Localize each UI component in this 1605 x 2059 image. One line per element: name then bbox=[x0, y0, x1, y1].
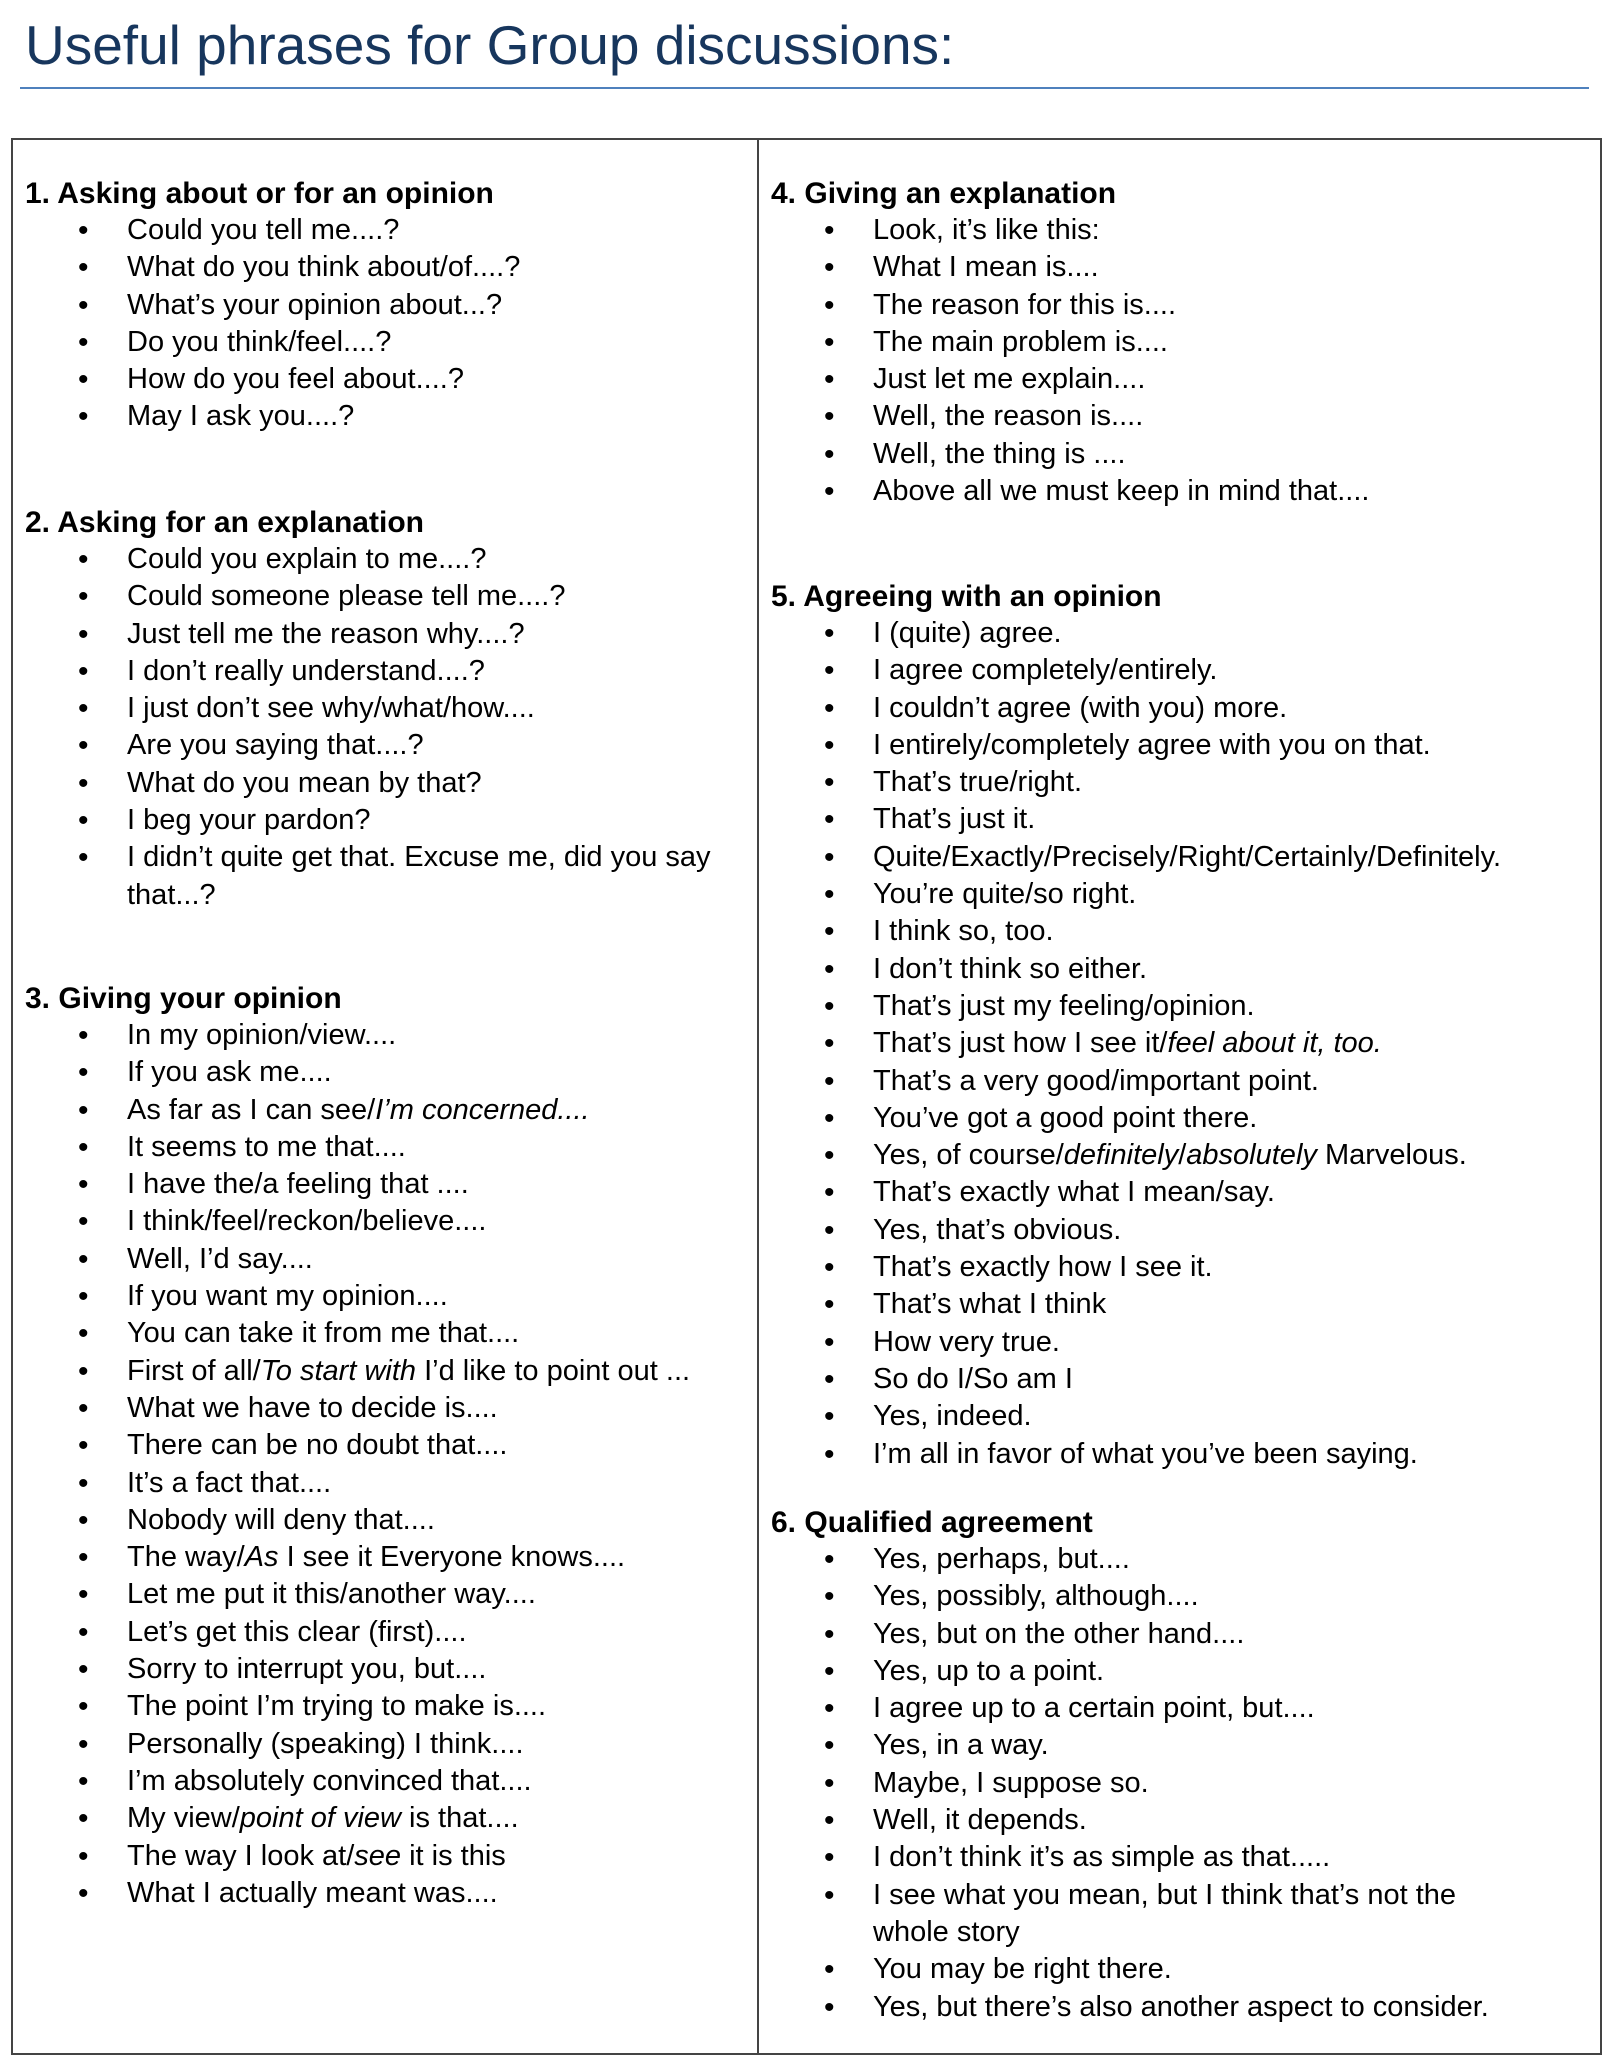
phrase-item bbox=[13, 1054, 748, 1091]
phrase-item bbox=[759, 1436, 1494, 1473]
phrase-item bbox=[759, 1324, 1494, 1361]
phrase-item bbox=[759, 988, 1494, 1025]
phrase-text: I don’t think so either. bbox=[873, 952, 1148, 985]
phrase-item bbox=[13, 1875, 748, 1912]
phrase-item bbox=[759, 1212, 1494, 1249]
phrase-text: I agree completely/entirely. bbox=[873, 654, 1218, 687]
phrase-text: Nobody will deny that.... bbox=[127, 1503, 435, 1536]
phrase-item bbox=[759, 324, 1494, 361]
phrase-text: That’s just how I see it/feel about it, too. bbox=[873, 1027, 1382, 1060]
phrase-text: I beg your pardon? bbox=[127, 804, 371, 837]
phrase-item bbox=[759, 1690, 1494, 1727]
phrase-text: Let me put it this/another way.... bbox=[127, 1578, 536, 1611]
phrase-text: I’m all in favor of what you’ve been saying. bbox=[873, 1437, 1418, 1470]
phrase-item bbox=[759, 1765, 1494, 1802]
phrase-item bbox=[759, 1361, 1494, 1398]
phrase-item bbox=[759, 1653, 1494, 1690]
phrase-text: Could someone please tell me....? bbox=[127, 580, 566, 613]
phrase-list bbox=[13, 1017, 748, 1912]
phrase-text: My view/point of view is that.... bbox=[127, 1802, 519, 1835]
phrase-text: That’s what I think bbox=[873, 1288, 1107, 1321]
phrase-text: Above all we must keep in mind that.... bbox=[873, 475, 1370, 508]
phrase-text: So do I/So am I bbox=[873, 1362, 1073, 1395]
phrase-item bbox=[759, 361, 1494, 398]
phrase-text: You may be right there. bbox=[873, 1953, 1172, 1986]
phrase-item bbox=[13, 361, 748, 398]
phrase-text: That’s just it. bbox=[873, 803, 1036, 836]
phrase-text: You can take it from me that.... bbox=[127, 1317, 520, 1350]
phrase-text: That’s just my feeling/opinion. bbox=[873, 989, 1255, 1022]
phrase-item bbox=[13, 1576, 748, 1613]
phrase-item bbox=[13, 1614, 748, 1651]
phrase-text: Yes, up to a point. bbox=[873, 1654, 1105, 1687]
phrase-text: Quite/Exactly/Precisely/Right/Certainly/Definitely. bbox=[873, 840, 1502, 873]
phrase-text: Sorry to interrupt you, but.... bbox=[127, 1653, 487, 1686]
phrase-text: You’ve got a good point there. bbox=[873, 1101, 1258, 1134]
page-title: Useful phrases for Group discussions: bbox=[25, 14, 955, 76]
phrase-item bbox=[759, 690, 1494, 727]
phrase-text: I don’t really understand....? bbox=[127, 654, 485, 687]
phrase-item bbox=[759, 249, 1494, 286]
phrase-text: May I ask you....? bbox=[127, 400, 355, 433]
phrase-text: It seems to me that.... bbox=[127, 1130, 406, 1163]
phrase-item bbox=[13, 1315, 748, 1352]
phrase-text: That’s a very good/important point. bbox=[873, 1064, 1319, 1097]
phrase-item bbox=[13, 398, 748, 435]
phrase-item bbox=[13, 839, 748, 914]
phrase-item bbox=[759, 1541, 1494, 1578]
phrase-text: Well, I’d say.... bbox=[127, 1242, 313, 1275]
phrase-text: Yes, indeed. bbox=[873, 1400, 1032, 1433]
phrase-item bbox=[13, 1203, 748, 1240]
phrase-text: As far as I can see/I’m concerned.... bbox=[127, 1093, 590, 1126]
phrase-text: I’m absolutely convinced that.... bbox=[127, 1764, 532, 1797]
phrase-item bbox=[759, 1286, 1494, 1323]
phrase-list bbox=[13, 541, 748, 914]
phrase-item bbox=[13, 1800, 748, 1837]
phrase-text: I entirely/completely agree with you on that. bbox=[873, 728, 1431, 761]
phrase-text: That’s exactly what I mean/say. bbox=[873, 1176, 1275, 1209]
phrase-item bbox=[759, 1174, 1494, 1211]
phrase-text: What do you mean by that? bbox=[127, 766, 482, 799]
phrase-text: Yes, in a way. bbox=[873, 1729, 1049, 1762]
phrase-item bbox=[13, 1092, 748, 1129]
phrase-item bbox=[759, 615, 1494, 652]
phrase-item bbox=[759, 1137, 1494, 1174]
phrase-text: How very true. bbox=[873, 1325, 1060, 1358]
phrase-text: First of all/To start with I’d like to point out ... bbox=[127, 1354, 691, 1387]
phrase-text: I have the/a feeling that .... bbox=[127, 1168, 469, 1201]
phrase-text: That’s true/right. bbox=[873, 766, 1083, 799]
phrase-text: There can be no doubt that.... bbox=[127, 1429, 508, 1462]
phrase-item bbox=[13, 1465, 748, 1502]
phrase-text: Well, the thing is .... bbox=[873, 437, 1126, 470]
phrase-item bbox=[759, 1989, 1494, 2026]
phrase-item bbox=[759, 1839, 1494, 1876]
phrase-text: I didn’t quite get that. Excuse me, did you say that...? bbox=[127, 841, 719, 911]
phrase-item bbox=[759, 913, 1494, 950]
phrase-text: Just tell me the reason why....? bbox=[127, 617, 525, 650]
phrase-text: Just let me explain.... bbox=[873, 363, 1146, 396]
phrase-item bbox=[13, 578, 748, 615]
phrase-text: Yes, of course/definitely/absolutely Marvelous. bbox=[873, 1139, 1467, 1172]
phrase-item bbox=[13, 1838, 748, 1875]
phrase-item bbox=[759, 1100, 1494, 1137]
phrase-item bbox=[759, 876, 1494, 913]
phrase-text: How do you feel about....? bbox=[127, 363, 464, 396]
phrase-item bbox=[759, 1616, 1494, 1653]
phrase-text: Well, it depends. bbox=[873, 1804, 1087, 1837]
phrase-item bbox=[13, 765, 748, 802]
phrase-text: If you ask me.... bbox=[127, 1056, 332, 1089]
phrase-item bbox=[759, 1578, 1494, 1615]
phrase-item bbox=[13, 1241, 748, 1278]
phrase-item bbox=[759, 287, 1494, 324]
phrase-text: Could you explain to me....? bbox=[127, 543, 487, 575]
phrase-item bbox=[13, 1427, 748, 1464]
phrase-text: If you want my opinion.... bbox=[127, 1280, 448, 1313]
phrase-item bbox=[759, 436, 1494, 473]
phrase-text: Could you tell me....? bbox=[127, 214, 400, 246]
phrase-item bbox=[13, 1726, 748, 1763]
phrases-table bbox=[11, 138, 1602, 2055]
phrase-list bbox=[759, 615, 1502, 1473]
phrase-text: The way/As I see it Everyone knows.... bbox=[127, 1541, 626, 1574]
phrase-item bbox=[759, 1877, 1494, 1952]
phrase-text: What we have to decide is.... bbox=[127, 1391, 498, 1424]
phrase-item bbox=[759, 1063, 1494, 1100]
phrase-item bbox=[13, 1129, 748, 1166]
phrase-text: Maybe, I suppose so. bbox=[873, 1766, 1149, 1799]
phrase-item bbox=[13, 1390, 748, 1427]
phrase-text: I just don’t see why/what/how.... bbox=[127, 692, 535, 725]
phrase-text: Yes, possibly, although.... bbox=[873, 1580, 1199, 1613]
phrase-item bbox=[759, 398, 1494, 435]
phrase-item bbox=[759, 839, 1502, 876]
phrase-text: What I actually meant was.... bbox=[127, 1876, 498, 1909]
phrase-text: Are you saying that....? bbox=[127, 729, 424, 762]
phrase-item bbox=[759, 764, 1494, 801]
phrase-text: I agree up to a certain point, but.... bbox=[873, 1692, 1315, 1725]
phrase-item bbox=[759, 1951, 1494, 1988]
phrase-text: The main problem is.... bbox=[873, 325, 1168, 358]
phrase-item bbox=[13, 1688, 748, 1725]
phrase-text: The way I look at/see it is this bbox=[127, 1839, 506, 1872]
phrase-item bbox=[13, 249, 748, 286]
phrase-item bbox=[13, 287, 748, 324]
phrase-item bbox=[759, 1025, 1494, 1062]
phrase-text: Yes, that’s obvious. bbox=[873, 1213, 1122, 1246]
phrase-text: That’s exactly how I see it. bbox=[873, 1251, 1213, 1284]
phrase-text: What’s your opinion about...? bbox=[127, 288, 503, 321]
phrase-text: What I mean is.... bbox=[873, 251, 1099, 284]
phrase-list bbox=[759, 1541, 1494, 2026]
phrase-item bbox=[759, 1249, 1494, 1286]
phrase-list bbox=[759, 212, 1494, 510]
phrase-text: I see what you mean, but I think that’s not the whole story bbox=[873, 1878, 1465, 1948]
phrase-list bbox=[13, 212, 748, 436]
phrase-item bbox=[759, 801, 1494, 838]
phrase-text: It’s a fact that.... bbox=[127, 1466, 332, 1499]
phrase-item bbox=[13, 1353, 748, 1390]
phrase-text: In my opinion/view.... bbox=[127, 1019, 397, 1051]
phrase-item bbox=[13, 1278, 748, 1315]
phrase-text: I (quite) agree. bbox=[873, 617, 1062, 649]
phrase-item bbox=[13, 690, 748, 727]
phrase-item bbox=[13, 616, 748, 653]
phrase-item bbox=[759, 652, 1494, 689]
phrase-text: The point I’m trying to make is.... bbox=[127, 1690, 547, 1723]
section-heading: 1. Asking about or for an opinion bbox=[25, 177, 494, 210]
phrase-text: I couldn’t agree (with you) more. bbox=[873, 691, 1288, 724]
phrase-item bbox=[13, 1502, 748, 1539]
phrase-text: Yes, but on the other hand.... bbox=[873, 1617, 1245, 1650]
phrase-item bbox=[13, 1539, 748, 1576]
title-underline bbox=[20, 87, 1589, 89]
phrase-item bbox=[13, 1166, 748, 1203]
phrase-text: Well, the reason is.... bbox=[873, 400, 1144, 433]
phrase-item bbox=[13, 1017, 748, 1054]
phrase-text: Look, it’s like this: bbox=[873, 214, 1100, 246]
phrase-item bbox=[13, 541, 748, 578]
phrase-text: The reason for this is.... bbox=[873, 288, 1177, 321]
phrase-item bbox=[759, 212, 1494, 249]
phrase-text: You’re quite/so right. bbox=[873, 878, 1137, 911]
phrase-text: I think/feel/reckon/believe.... bbox=[127, 1205, 487, 1238]
phrase-item bbox=[13, 802, 748, 839]
phrase-text: Yes, perhaps, but.... bbox=[873, 1543, 1130, 1575]
phrase-item bbox=[13, 727, 748, 764]
phrase-text: Do you think/feel....? bbox=[127, 325, 392, 358]
phrase-item bbox=[13, 1763, 748, 1800]
phrase-text: I don’t think it’s as simple as that..... bbox=[873, 1841, 1331, 1874]
phrase-text: I think so, too. bbox=[873, 915, 1054, 948]
section-heading: 4. Giving an explanation bbox=[771, 177, 1117, 210]
phrase-item bbox=[13, 653, 748, 690]
section-heading: 3. Giving your opinion bbox=[25, 982, 342, 1015]
phrase-item bbox=[759, 1802, 1494, 1839]
phrase-item bbox=[759, 727, 1494, 764]
phrase-item bbox=[759, 1727, 1494, 1764]
phrase-item bbox=[13, 212, 748, 249]
phrase-item bbox=[13, 1651, 748, 1688]
section-heading: 2. Asking for an explanation bbox=[25, 506, 424, 539]
phrase-item bbox=[13, 324, 748, 361]
phrase-text: What do you think about/of....? bbox=[127, 251, 521, 284]
section-heading: 5. Agreeing with an opinion bbox=[771, 580, 1162, 613]
phrase-item bbox=[759, 473, 1494, 510]
phrase-item bbox=[759, 1398, 1494, 1435]
phrase-text: Personally (speaking) I think.... bbox=[127, 1727, 524, 1760]
phrase-item bbox=[759, 951, 1494, 988]
phrase-text: Let’s get this clear (first).... bbox=[127, 1615, 467, 1648]
phrase-text: Yes, but there’s also another aspect to consider. bbox=[873, 1990, 1489, 2023]
section-heading: 6. Qualified agreement bbox=[771, 1506, 1093, 1539]
